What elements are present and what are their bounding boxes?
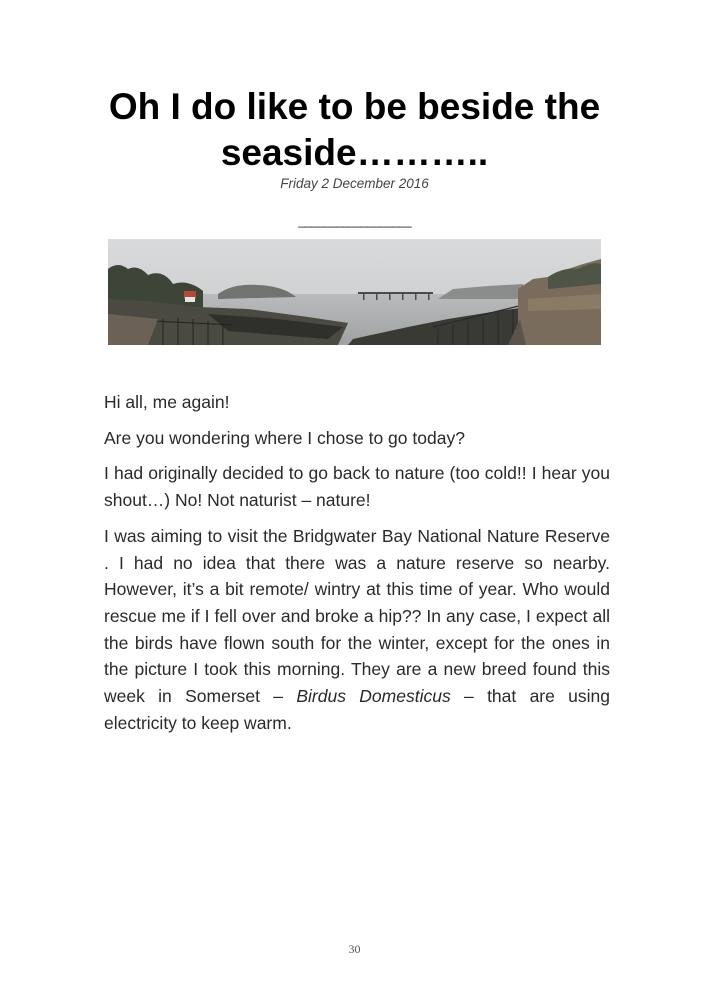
page-number: 30: [348, 942, 361, 956]
article-body: [104, 389, 610, 745]
page-title: Oh I do like to be beside the seaside………..: [108, 86, 601, 173]
paragraph-reserve-ending: – that are using electricity to keep warm.: [104, 686, 611, 733]
separator-line: __________________: [298, 213, 411, 228]
paragraph-greeting: Hi all, me again!: [104, 392, 230, 412]
species-name: Birdus Domesticus: [296, 686, 451, 707]
panorama-seaside-photo: [108, 239, 601, 345]
paragraph-question: Are you wondering where I chose to go today?: [104, 427, 465, 448]
paragraph-nature: I had originally decided to go back to nature (too cold!! I hear you shout…) No! Not naturist – nature!: [104, 463, 610, 511]
paragraph-reserve: [104, 523, 610, 737]
post-date: Friday 2 December 2016: [280, 176, 429, 191]
paragraph-reserve-text: I was aiming to visit the Bridgwater Bay National Nature Reserve . I had no idea that there was a nature reserve so nearby. However, it’s a bit remote/ wintry at this time of year. Who would rescue me if I fell over and broke a hip?? In any case, I expect all the birds have flown south for the winter, except for the ones in the picture I took this morning. They are a new breed found this week in Somerset –: [104, 525, 610, 707]
